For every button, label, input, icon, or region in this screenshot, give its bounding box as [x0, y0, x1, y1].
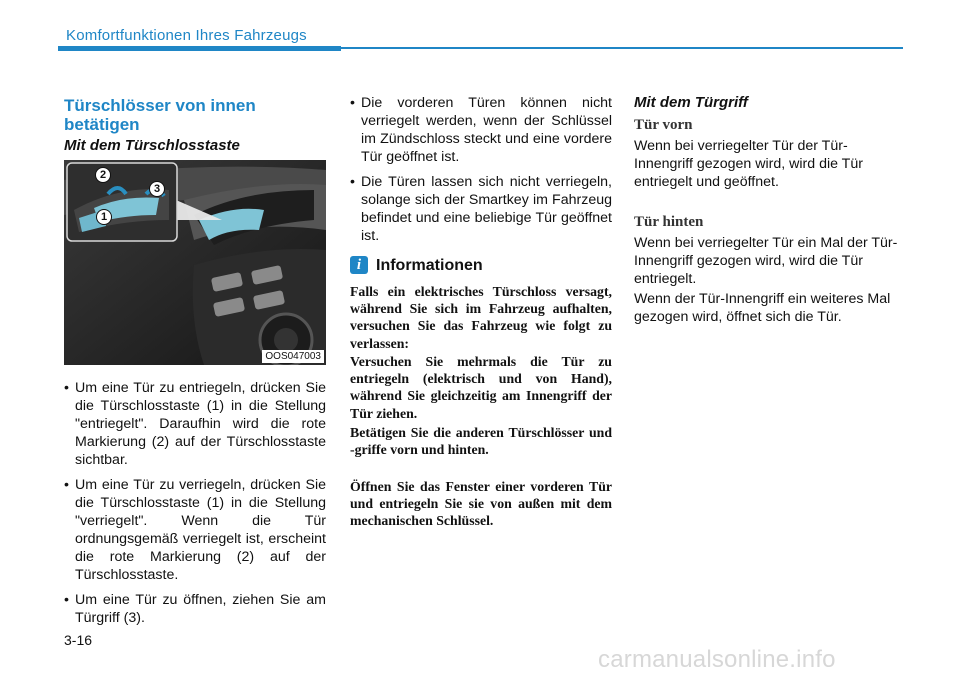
rear-door-text-2: Wenn der Tür-Innengriff ein weiteres Mal gezogen wird, öffnet sich die Tür.	[634, 291, 891, 325]
subsection-heading: Mit dem Türschlosstaste	[64, 137, 240, 154]
list-item: • Um eine Tür zu entriegeln, drücken Sie die Türschlosstaste (1) in die Stellung "entriegelt". Daraufhin wird die rote Markierung (2) auf der Türschlosstaste sichtbar.	[64, 379, 326, 469]
header-rule	[341, 47, 903, 49]
door-panel-photo	[64, 160, 326, 365]
col1-bullet-list	[64, 379, 326, 634]
info-paragraph: Falls ein elektrisches Türschloss versagt, während Sie sich im Fahrzeug aufhalten, versuchen Sie das Fahrzeug wie folgt zu verlassen:	[350, 284, 612, 351]
page-number: 3-16	[64, 632, 93, 648]
list-item: • Die vorderen Türen können nicht verriegelt werden, wenn der Schlüssel im Zündschloss steckt und eine vordere Tür geöffnet ist.	[350, 94, 612, 166]
section-heading: Türschlösser von innen betätigen	[64, 96, 256, 134]
header-bar	[58, 46, 341, 51]
front-door-heading: Tür vorn	[634, 117, 693, 133]
watermark: carmanualsonline.info	[598, 646, 836, 673]
list-item: • Um eine Tür zu öffnen, ziehen Sie am Türgriff (3).	[64, 591, 326, 627]
info-paragraph: Versuchen Sie mehrmals die Tür zu entriegeln (elektrisch und von Hand), während Sie gleichzeitig am Innengriff der Tür ziehen.	[350, 354, 612, 421]
list-item: • Um eine Tür zu verriegeln, drücken Sie die Türschlosstaste (1) in die Stellung "verriegelt". Wenn die Tür ordnungsgemäß verriegelt ist, erscheint die rote Markierung (2) auf der Türschlosstaste.	[64, 476, 326, 584]
rear-door-heading: Tür hinten	[634, 214, 704, 230]
col2-bullet-list	[350, 94, 612, 252]
list-item: • Die Türen lassen sich nicht verriegeln, solange sich der Smartkey im Fahrzeug befindet und eine beliebige Tür geöffnet ist.	[350, 173, 612, 245]
callout-1: 1	[96, 209, 112, 225]
info-icon: i	[350, 256, 368, 274]
info-paragraph: Betätigen Sie die anderen Türschlösser und -griffe vorn und hinten.	[350, 425, 612, 458]
door-panel-illustration	[64, 160, 326, 365]
info-paragraph: Öffnen Sie das Fenster einer vorderen Tür und entriegeln Sie sie von außen mit dem mechanischen Schlüssel.	[350, 479, 612, 529]
subsection-heading: Mit dem Türgriff	[634, 94, 748, 111]
callout-3: 3	[149, 181, 165, 197]
front-door-text: Wenn bei verriegelter Tür der Tür-Innengriff gezogen wird, wird die Tür entriegelt und geöffnet.	[634, 138, 863, 190]
callout-2: 2	[95, 167, 111, 183]
image-code: OOS047003	[262, 350, 324, 363]
page-header-title: Komfortfunktionen Ihres Fahrzeugs	[66, 27, 307, 44]
info-title: Informationen	[376, 257, 483, 274]
rear-door-text-1: Wenn bei verriegelter Tür ein Mal der Tür-Innengriff gezogen wird, wird die Tür entriegelt.	[634, 235, 898, 287]
